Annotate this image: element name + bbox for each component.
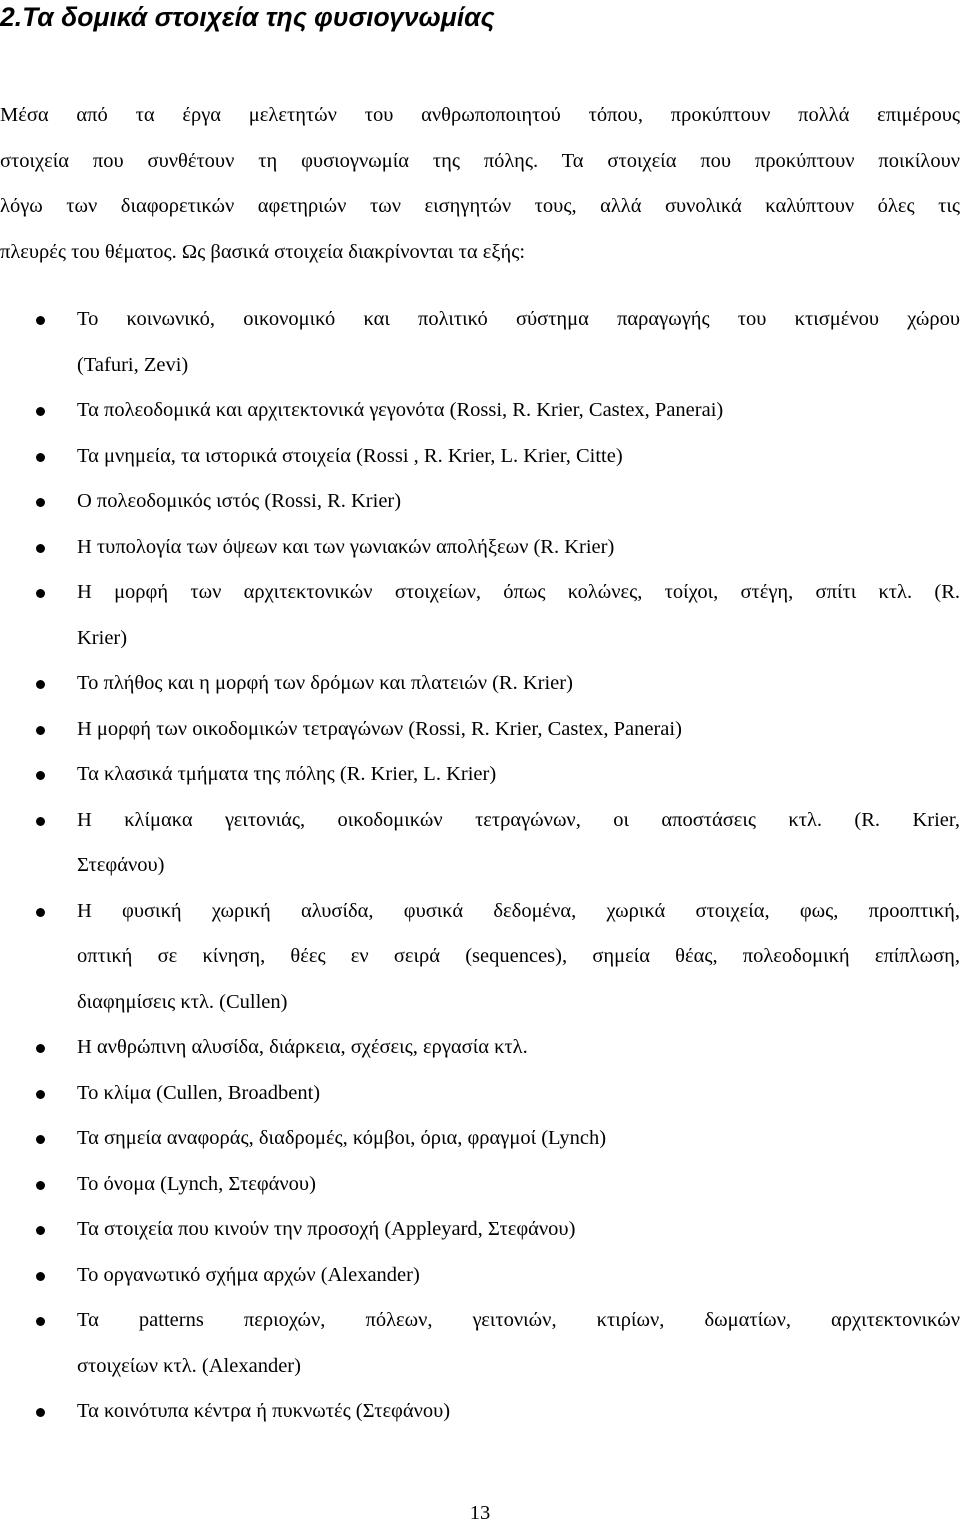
- list-item: [0, 1071, 960, 1117]
- list-item: [0, 434, 960, 480]
- list-item-text: Τα κοινότυπα κέντρα ή πυκνωτές (Στεφάνου): [77, 1400, 451, 1422]
- bullet-dot-icon: [36, 407, 45, 416]
- bullet-dot-icon: [36, 589, 45, 598]
- section-heading: 2.Τα δομικά στοιχεία της φυσιογνωμίας: [0, 2, 495, 32]
- list-item-text: Η φυσική χωρική αλυσίδα, φυσικά δεδομένα, χωρικά στοιχεία, φως, προοπτική,: [77, 899, 960, 922]
- list-item: [0, 1162, 960, 1208]
- list-item-text: διαφημίσεις κτλ. (Cullen): [77, 990, 288, 1013]
- list-item-text: Η τυπολογία των όψεων και των γωνιακών απολήξεων (R. Krier): [77, 535, 615, 558]
- list-item-text: Krier): [77, 626, 128, 649]
- bullet-dot-icon: [36, 1317, 45, 1326]
- list-item-text: Τα πολεοδομικά και αρχιτεκτονικά γεγονότα (Rossi, R. Krier, Castex, Panerai): [77, 399, 724, 421]
- bullet-dot-icon: [36, 726, 45, 735]
- list-item-text: Η μορφή των αρχιτεκτονικών στοιχείων, όπως κολώνες, τοίχοι, στέγη, σπίτι κτλ. (R.: [77, 581, 960, 603]
- list-item-text: Το όνομα (Lynch, Στεφάνου): [77, 1172, 316, 1195]
- bullet-dot-icon: [36, 680, 45, 689]
- list-item-text: Τα κλασικά τμήματα της πόλης (R. Krier, L. Krier): [77, 763, 497, 785]
- list-item: [0, 752, 960, 798]
- elements-bullet-list: [0, 297, 960, 1435]
- list-item: [0, 525, 960, 571]
- list-item: [0, 297, 960, 388]
- list-item-text: οπτική σε κίνηση, θέες εν σειρά (sequences), σημεία θέας, πολεοδομική επίπλωση,: [77, 945, 960, 967]
- list-item: [0, 798, 960, 889]
- list-item: [0, 661, 960, 707]
- list-item-text: Τα patterns περιοχών, πόλεων, γειτονιών, κτιρίων, δωματίων, αρχιτεκτονικών: [77, 1309, 960, 1331]
- list-item-text: Η μορφή των οικοδομικών τετραγώνων (Rossi, R. Krier, Castex, Panerai): [77, 717, 682, 740]
- list-item: [0, 388, 960, 434]
- list-item-text: Στεφάνου): [77, 854, 165, 876]
- bullet-dot-icon: [36, 1181, 45, 1190]
- bullet-dot-icon: [36, 1090, 45, 1099]
- list-item-text: Η κλίμακα γειτονιάς, οικοδομικών τετραγώνων, οι αποστάσεις κτλ. (R. Krier,: [77, 808, 960, 831]
- list-item: [0, 1298, 960, 1389]
- bullet-dot-icon: [36, 316, 45, 325]
- bullet-dot-icon: [36, 817, 45, 826]
- list-item: [0, 1025, 960, 1071]
- intro-line: στοιχεία που συνθέτουν τη φυσιογνωμία της πόλης. Τα στοιχεία που προκύπτουν ποικίλουν: [0, 149, 960, 172]
- list-item: [0, 1389, 960, 1435]
- list-item-text: (Tafuri, Zevi): [77, 353, 189, 376]
- bullet-dot-icon: [36, 771, 45, 780]
- list-item-text: Ο πολεοδομικός ιστός (Rossi, R. Krier): [77, 490, 402, 512]
- bullet-dot-icon: [36, 1272, 45, 1281]
- list-item-text: Το οργανωτικό σχήμα αρχών (Alexander): [77, 1263, 420, 1286]
- list-item: [0, 1116, 960, 1162]
- list-item: [0, 479, 960, 525]
- page-number: 13: [469, 1502, 491, 1524]
- list-item: [0, 1253, 960, 1299]
- list-item-text: Η ανθρώπινη αλυσίδα, διάρκεια, σχέσεις, εργασία κτλ.: [77, 1036, 528, 1058]
- list-item: [0, 707, 960, 753]
- bullet-dot-icon: [36, 1226, 45, 1235]
- list-item-text: Τα στοιχεία που κινούν την προσοχή (Appleyard, Στεφάνου): [77, 1218, 576, 1240]
- bullet-dot-icon: [36, 908, 45, 917]
- list-item-text: Το κλίμα (Cullen, Broadbent): [77, 1081, 321, 1104]
- list-item-text: Το κοινωνικό, οικονομικό και πολιτικό σύστημα παραγωγής του κτισμένου χώρου: [77, 308, 960, 330]
- intro-line: Μέσα από τα έργα μελετητών του ανθρωποποιητού τόπου, προκύπτουν πολλά επιμέρους: [0, 104, 960, 126]
- list-item: [0, 1207, 960, 1253]
- intro-line: πλευρές του θέματος. Ως βασικά στοιχεία διακρίνονται τα εξής:: [0, 240, 526, 263]
- list-item: [0, 889, 960, 1026]
- list-item-text: Τα σημεία αναφοράς, διαδρομές, κόμβοι, όρια, φραγμοί (Lynch): [77, 1127, 607, 1149]
- intro-line: λόγω των διαφορετικών αφετηριών των εισηγητών τους, αλλά συνολικά καλύπτουν όλες τις: [0, 195, 960, 218]
- bullet-dot-icon: [36, 1135, 45, 1144]
- bullet-dot-icon: [36, 544, 45, 553]
- bullet-dot-icon: [36, 1044, 45, 1053]
- intro-paragraph: [0, 93, 960, 275]
- list-item-text: Το πλήθος και η μορφή των δρόμων και πλατειών (R. Krier): [77, 672, 573, 694]
- bullet-dot-icon: [36, 498, 45, 507]
- list-item-text: Τα μνημεία, τα ιστορικά στοιχεία (Rossi , R. Krier, L. Krier, Citte): [77, 444, 623, 467]
- list-item-text: στοιχείων κτλ. (Alexander): [77, 1354, 301, 1377]
- bullet-dot-icon: [36, 453, 45, 462]
- list-item: [0, 570, 960, 661]
- bullet-dot-icon: [36, 1408, 45, 1417]
